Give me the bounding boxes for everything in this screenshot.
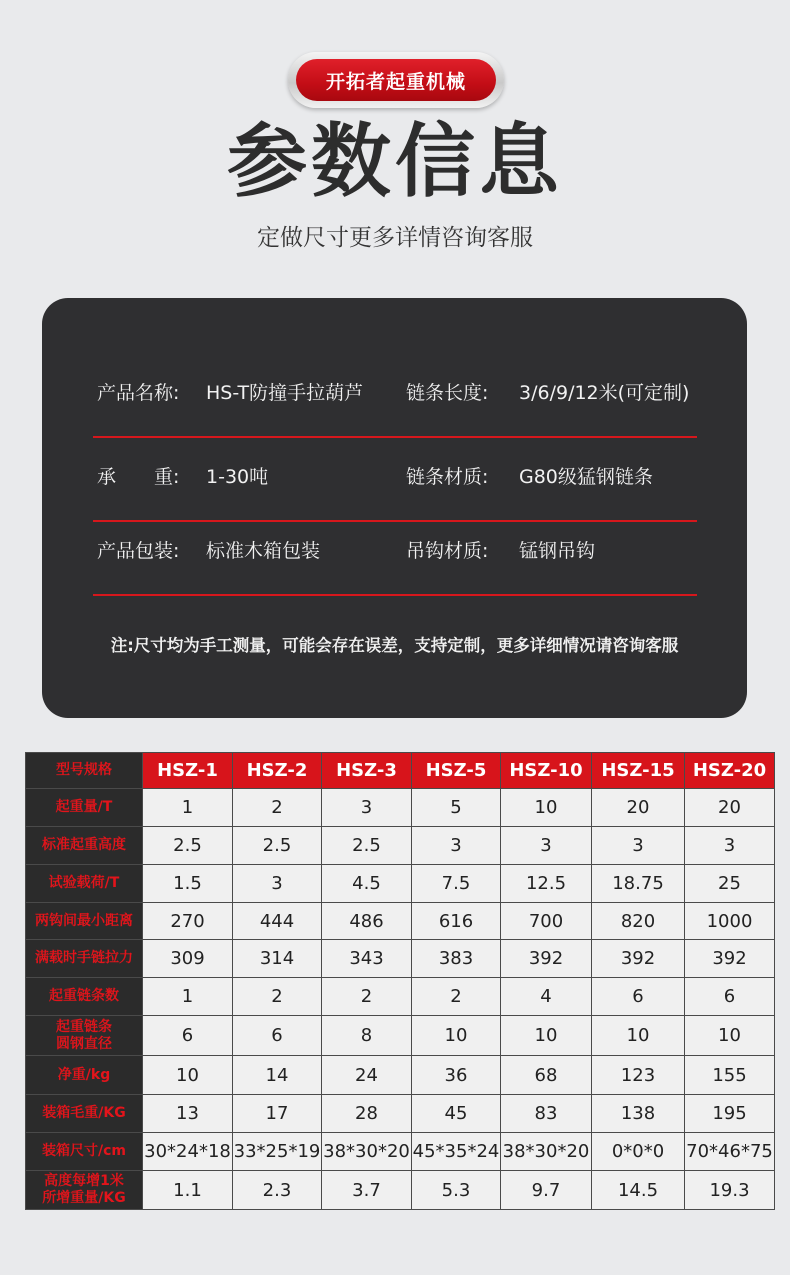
table-cell: 10: [143, 1056, 233, 1095]
table-cell: 6: [233, 1016, 322, 1056]
table-cell: 616: [412, 903, 501, 940]
info-row: [93, 360, 697, 438]
row-header: 高度每增1米 所增重量/KG: [26, 1171, 143, 1210]
info-value: 锰钢吊钩: [519, 540, 596, 562]
table-cell: 17: [233, 1095, 322, 1133]
table-cell: 6: [592, 978, 685, 1016]
table-cell: 28: [322, 1095, 412, 1133]
row-header: 起重链条 圆钢直径: [26, 1016, 143, 1056]
info-label: 产品包装:: [97, 540, 180, 562]
table-cell: 2: [233, 789, 322, 827]
model-header: HSZ-15: [592, 753, 685, 789]
table-cell: 2.5: [143, 827, 233, 865]
table-cell: 3: [592, 827, 685, 865]
table-cell: 444: [233, 903, 322, 940]
table-cell: 700: [501, 903, 592, 940]
row-header: 净重/kg: [26, 1056, 143, 1095]
spec-table: [25, 752, 775, 1210]
table-cell: 2: [322, 978, 412, 1016]
table-cell: 36: [412, 1056, 501, 1095]
row-header: 两钩间最小距离: [26, 903, 143, 940]
table-cell: 1: [143, 789, 233, 827]
table-row: [26, 789, 775, 827]
info-value: G80级猛钢链条: [519, 466, 653, 488]
table-cell: 6: [685, 978, 775, 1016]
table-cell: 24: [322, 1056, 412, 1095]
info-row: [93, 518, 697, 596]
table-cell: 4: [501, 978, 592, 1016]
info-value: 标准木箱包装: [206, 540, 321, 562]
product-info-card: [42, 298, 747, 718]
table-cell: 123: [592, 1056, 685, 1095]
table-cell: 2: [412, 978, 501, 1016]
table-cell: 83: [501, 1095, 592, 1133]
table-cell: 383: [412, 940, 501, 978]
table-cell: 3.7: [322, 1171, 412, 1210]
info-value: HS-T防撞手拉葫芦: [206, 382, 364, 404]
info-row: [93, 444, 697, 522]
table-cell: 2.5: [233, 827, 322, 865]
table-cell: 3: [233, 865, 322, 903]
row-header: 满载时手链拉力: [26, 940, 143, 978]
table-cell: 1.5: [143, 865, 233, 903]
table-cell: 20: [592, 789, 685, 827]
table-cell: 343: [322, 940, 412, 978]
model-header: HSZ-5: [412, 753, 501, 789]
table-cell: 19.3: [685, 1171, 775, 1210]
info-label: 链条材质:: [406, 466, 489, 488]
table-cell: 45: [412, 1095, 501, 1133]
info-label: 链条长度:: [406, 382, 489, 404]
table-cell: 14: [233, 1056, 322, 1095]
table-cell: 0*0*0: [592, 1133, 685, 1171]
table-cell: 12.5: [501, 865, 592, 903]
table-cell: 18.75: [592, 865, 685, 903]
table-cell: 309: [143, 940, 233, 978]
table-cell: 14.5: [592, 1171, 685, 1210]
table-cell: 10: [412, 1016, 501, 1056]
table-cell: 10: [501, 1016, 592, 1056]
table-cell: 2: [233, 978, 322, 1016]
table-row: [26, 978, 775, 1016]
table-cell: 25: [685, 865, 775, 903]
model-header: HSZ-10: [501, 753, 592, 789]
info-label: 吊钩材质:: [406, 540, 489, 562]
table-cell: 3: [685, 827, 775, 865]
info-value: 3/6/9/12米(可定制): [519, 382, 690, 404]
disclaimer-note: 注:尺寸均为手工测量，可能会存在误差，支持定制，更多详细情况请咨询客服: [110, 636, 679, 655]
brand-badge-label: 开拓者起重机械: [296, 59, 496, 101]
info-label: 承 重:: [97, 466, 180, 488]
table-row: [26, 940, 775, 978]
table-cell: 1.1: [143, 1171, 233, 1210]
table-cell: 9.7: [501, 1171, 592, 1210]
table-cell: 68: [501, 1056, 592, 1095]
table-cell: 38*30*20: [322, 1133, 412, 1171]
table-cell: 2.3: [233, 1171, 322, 1210]
model-header: HSZ-1: [143, 753, 233, 789]
table-cell: 392: [501, 940, 592, 978]
table-cell: 33*25*19: [233, 1133, 322, 1171]
table-row: [26, 827, 775, 865]
brand-badge: [288, 52, 504, 108]
table-cell: 20: [685, 789, 775, 827]
table-cell: 820: [592, 903, 685, 940]
row-header: 起重量/T: [26, 789, 143, 827]
model-header: HSZ-2: [233, 753, 322, 789]
table-cell: 314: [233, 940, 322, 978]
info-value: 1-30吨: [206, 466, 269, 488]
table-cell: 195: [685, 1095, 775, 1133]
table-row: [26, 1056, 775, 1095]
table-cell: 13: [143, 1095, 233, 1133]
table-cell: 45*35*24: [412, 1133, 501, 1171]
table-cell: 10: [592, 1016, 685, 1056]
page-subtitle: 定做尺寸更多详情咨询客服: [257, 225, 533, 251]
table-cell: 270: [143, 903, 233, 940]
table-cell: 5.3: [412, 1171, 501, 1210]
table-cell: 392: [592, 940, 685, 978]
table-header-row: [26, 753, 775, 789]
table-cell: 6: [143, 1016, 233, 1056]
table-row: [26, 1133, 775, 1171]
table-cell: 2.5: [322, 827, 412, 865]
table-cell: 10: [501, 789, 592, 827]
table-cell: 5: [412, 789, 501, 827]
table-cell: 3: [322, 789, 412, 827]
table-cell: 30*24*18: [143, 1133, 233, 1171]
table-cell: 1000: [685, 903, 775, 940]
row-header: 起重链条数: [26, 978, 143, 1016]
table-cell: 10: [685, 1016, 775, 1056]
table-cell: 155: [685, 1056, 775, 1095]
table-cell: 4.5: [322, 865, 412, 903]
table-cell: 7.5: [412, 865, 501, 903]
table-cell: 8: [322, 1016, 412, 1056]
table-cell: 138: [592, 1095, 685, 1133]
table-cell: 38*30*20: [501, 1133, 592, 1171]
table-cell: 3: [412, 827, 501, 865]
row-header: 装箱尺寸/cm: [26, 1133, 143, 1171]
table-row: [26, 1016, 775, 1056]
table-cell: 3: [501, 827, 592, 865]
table-row: [26, 1171, 775, 1210]
table-cell: 70*46*75: [685, 1133, 775, 1171]
table-cell: 1: [143, 978, 233, 1016]
row-header: 标准起重高度: [26, 827, 143, 865]
page-title: 参数信息: [227, 115, 563, 208]
model-header: HSZ-3: [322, 753, 412, 789]
table-cell: 392: [685, 940, 775, 978]
table-corner-header: 型号规格: [26, 753, 143, 789]
row-header: 装箱毛重/KG: [26, 1095, 143, 1133]
model-header: HSZ-20: [685, 753, 775, 789]
info-label: 产品名称:: [97, 382, 180, 404]
table-cell: 486: [322, 903, 412, 940]
table-row: [26, 865, 775, 903]
table-row: [26, 1095, 775, 1133]
row-header: 试验载荷/T: [26, 865, 143, 903]
table-row: [26, 903, 775, 940]
